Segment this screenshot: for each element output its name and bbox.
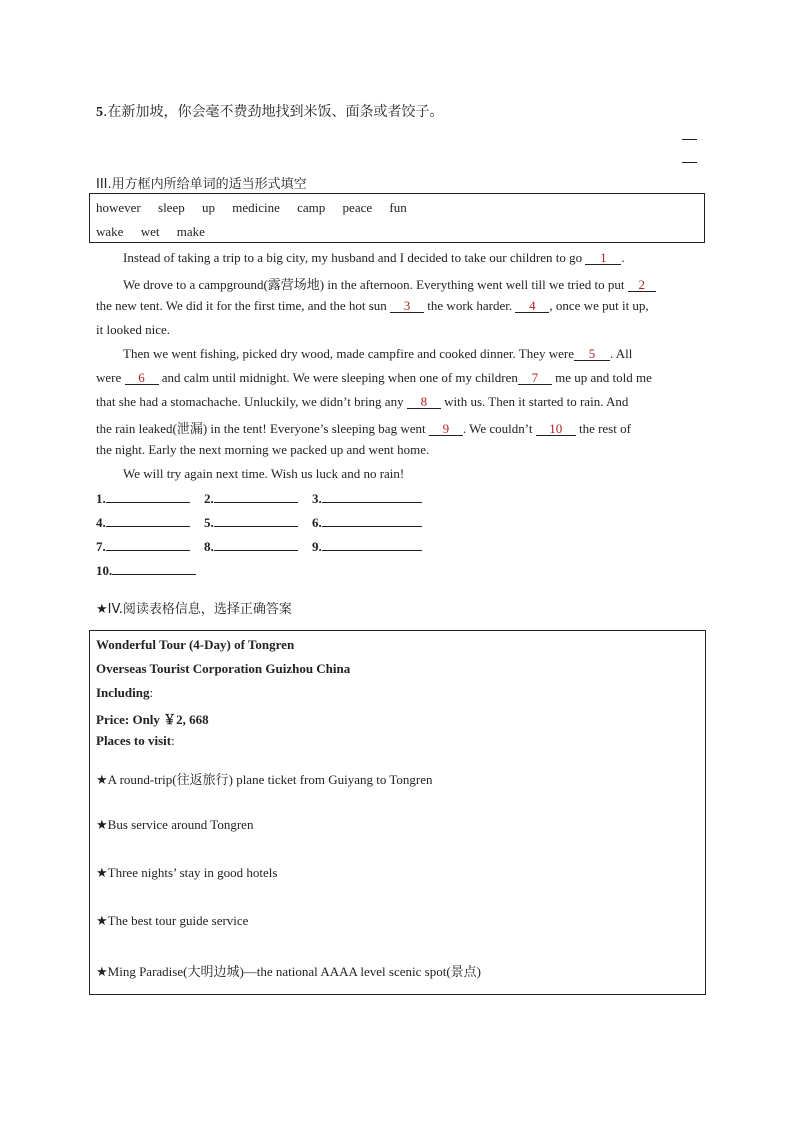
passage-text: and calm until midnight. We were sleeping when one of my children bbox=[158, 370, 518, 385]
passage-line-2 bbox=[123, 274, 656, 293]
answer-label: 2. bbox=[204, 491, 214, 506]
section-4-title: ★IV.阅读表格信息，选择正确答案 bbox=[96, 602, 292, 617]
answer-label: 5. bbox=[204, 515, 214, 530]
answer-9 bbox=[312, 538, 422, 555]
blank-10[interactable]: 10 bbox=[536, 422, 576, 436]
answer-input[interactable] bbox=[214, 538, 298, 551]
passage-line-3 bbox=[96, 298, 649, 314]
answer-input[interactable] bbox=[106, 490, 190, 503]
question-5 bbox=[96, 101, 443, 121]
passage-text: the new tent. We did it for the first time, and the hot sun bbox=[96, 298, 391, 313]
answer-1 bbox=[96, 490, 190, 507]
blank-7[interactable]: 7 bbox=[518, 371, 552, 385]
answer-label: 9. bbox=[312, 539, 322, 554]
passage-text: . All bbox=[610, 346, 633, 361]
tour-item: ★Ming Paradise(大明边城)—the national AAAA level scenic spot(景点) bbox=[96, 964, 481, 979]
passage-line-6 bbox=[96, 370, 652, 386]
tour-corp: Overseas Tourist Corporation Guizhou China bbox=[96, 661, 351, 676]
passage-line-7 bbox=[96, 394, 628, 410]
passage-text: with us. Then it started to rain. And bbox=[440, 394, 629, 409]
colon: : bbox=[171, 733, 175, 748]
answer-input[interactable] bbox=[214, 514, 298, 527]
price-label: Price bbox=[96, 712, 125, 727]
word: wake bbox=[96, 224, 124, 239]
section-3-title: III.用方框内所给单词的适当形式填空 bbox=[96, 177, 307, 192]
blank-1[interactable]: 1 bbox=[585, 251, 621, 265]
tour-item: ★Three nights’ stay in good hotels bbox=[96, 865, 278, 880]
blank-3[interactable]: 3 bbox=[390, 299, 424, 313]
blank-5[interactable]: 5 bbox=[574, 347, 610, 361]
colon: : bbox=[149, 685, 154, 700]
word-row-2 bbox=[96, 224, 219, 240]
answer-line-2 bbox=[682, 162, 697, 163]
word-row-1 bbox=[96, 200, 421, 216]
word: peace bbox=[342, 200, 373, 215]
word-box bbox=[89, 193, 705, 243]
answer-label: 3. bbox=[312, 491, 322, 506]
including-label: Including bbox=[96, 685, 150, 700]
answer-6 bbox=[312, 514, 422, 531]
tour-table bbox=[89, 630, 706, 995]
passage-line-1 bbox=[123, 250, 625, 266]
passage-line-8 bbox=[96, 418, 631, 437]
answer-3 bbox=[312, 490, 422, 507]
answer-input[interactable] bbox=[322, 490, 422, 503]
answer-2 bbox=[204, 490, 298, 507]
passage-text: the rest of bbox=[575, 421, 631, 436]
passage-text: were bbox=[96, 370, 125, 385]
passage-line-5 bbox=[123, 346, 632, 362]
word: up bbox=[201, 200, 215, 215]
answer-label: 7. bbox=[96, 539, 106, 554]
passage-text: . bbox=[621, 250, 625, 265]
answer-7 bbox=[96, 538, 190, 555]
blank-6[interactable]: 6 bbox=[125, 371, 159, 385]
word: make bbox=[176, 224, 205, 239]
tour-places bbox=[96, 733, 175, 749]
passage-text: the rain leaked(泄漏) in the tent! Everyone’s sleeping bag went bbox=[96, 421, 429, 436]
answer-label: 6. bbox=[312, 515, 322, 530]
answer-label: 4. bbox=[96, 515, 106, 530]
answer-label: 1. bbox=[96, 491, 106, 506]
word: wet bbox=[140, 224, 160, 239]
blank-2[interactable]: 2 bbox=[628, 278, 656, 292]
answer-5 bbox=[204, 514, 298, 531]
answer-input[interactable] bbox=[106, 538, 190, 551]
answer-input[interactable] bbox=[106, 514, 190, 527]
passage-line-9: the night. Early the next morning we packed up and went home. bbox=[96, 442, 430, 457]
answer-input[interactable] bbox=[112, 562, 196, 575]
answer-4 bbox=[96, 514, 190, 531]
answer-line-1 bbox=[682, 139, 697, 140]
word: camp bbox=[297, 200, 326, 215]
question-5-text: .在新加坡，你会毫不费劲地找到米饭、面条或者饺子。 bbox=[103, 104, 444, 120]
word: medicine bbox=[232, 200, 280, 215]
answer-10 bbox=[96, 562, 196, 579]
passage-line-4: it looked nice. bbox=[96, 322, 171, 337]
passage-text: . We couldn’t bbox=[462, 421, 536, 436]
tour-title: Wonderful Tour (4-Day) of Tongren bbox=[96, 637, 295, 652]
passage-text: Instead of taking a trip to a big city, my husband and I decided to take our children to go bbox=[123, 250, 586, 265]
passage-line-10: We will try again next time. Wish us luck and no rain! bbox=[123, 466, 405, 481]
blank-9[interactable]: 9 bbox=[429, 422, 463, 436]
passage-text: that she had a stomachache. Unluckily, we didn’t bring any bbox=[96, 394, 407, 409]
passage-text: We drove to a campground(露营场地) in the afternoon. Everything went well till we tried to put bbox=[123, 277, 628, 292]
blank-8[interactable]: 8 bbox=[407, 395, 441, 409]
answer-8 bbox=[204, 538, 298, 555]
question-5-number: 5 bbox=[96, 105, 103, 120]
answer-input[interactable] bbox=[322, 538, 422, 551]
places-label: Places to visit bbox=[96, 733, 172, 748]
passage-text: me up and told me bbox=[551, 370, 652, 385]
tour-price bbox=[96, 709, 209, 728]
blank-4[interactable]: 4 bbox=[515, 299, 549, 313]
answer-input[interactable] bbox=[322, 514, 422, 527]
tour-item: ★The best tour guide service bbox=[96, 913, 249, 928]
passage-text: the work harder. bbox=[424, 298, 516, 313]
word: however bbox=[96, 200, 141, 215]
word: sleep bbox=[158, 200, 185, 215]
tour-item: ★Bus service around Tongren bbox=[96, 817, 254, 832]
answer-label: 8. bbox=[204, 539, 214, 554]
passage-text: , once we put it up, bbox=[549, 298, 649, 313]
word: fun bbox=[389, 200, 407, 215]
passage-text: Then we went fishing, picked dry wood, made campfire and cooked dinner. They were bbox=[123, 346, 575, 361]
answer-input[interactable] bbox=[214, 490, 298, 503]
answer-label: 10. bbox=[96, 563, 113, 578]
tour-including bbox=[96, 685, 153, 701]
tour-item: ★A round-trip(往返旅行) plane ticket from Guiyang to Tongren bbox=[96, 772, 433, 787]
price-value: : Only ￥2, 668 bbox=[124, 712, 209, 727]
